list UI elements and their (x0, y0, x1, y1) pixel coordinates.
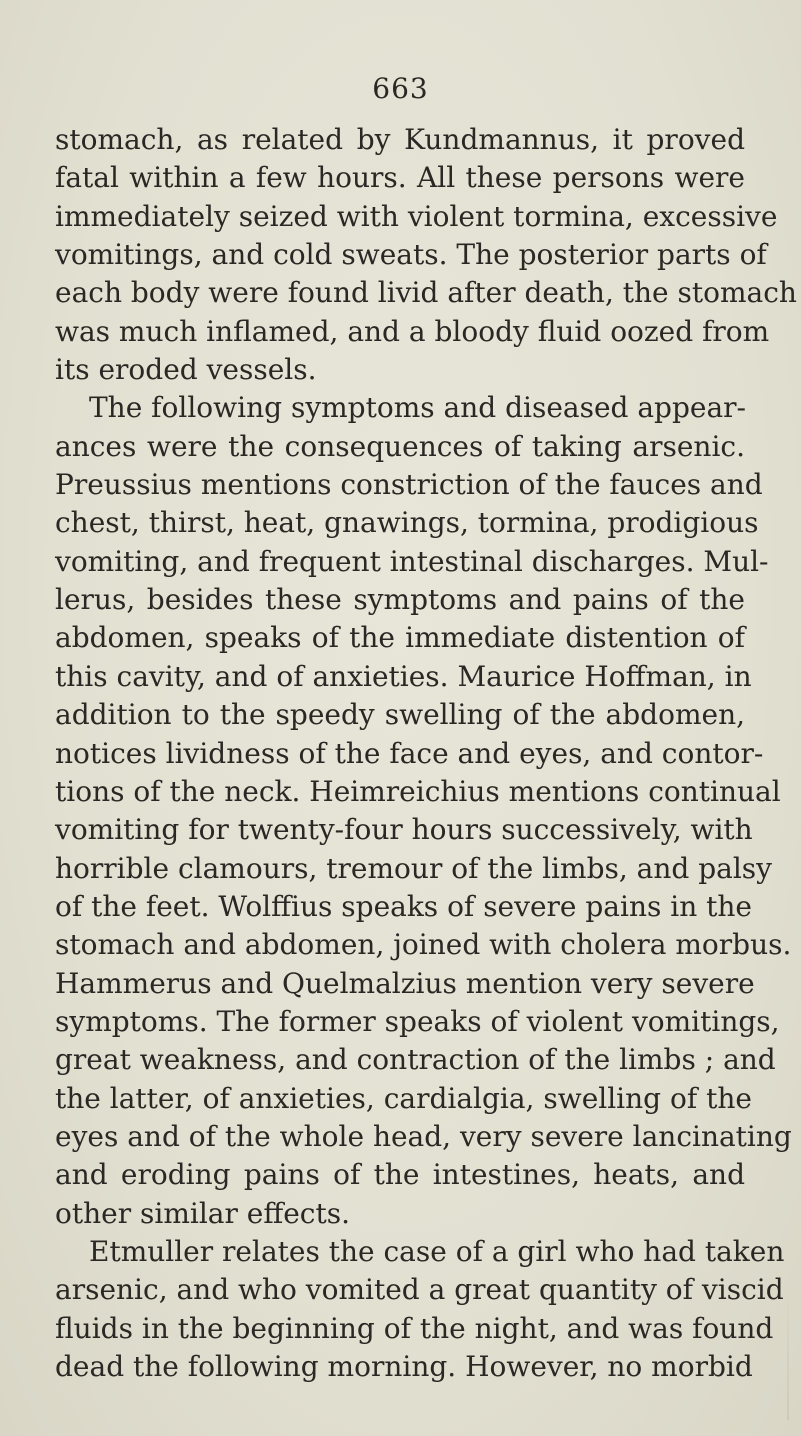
page-number: 663 (372, 72, 429, 105)
text-line: fluids in the beginning of the night, and was found (55, 1311, 774, 1345)
text-line: immediately seized with violent tormina, excessive (55, 199, 778, 233)
text-line: lerus, besides these symptoms and pains of the (55, 583, 745, 617)
text-line-paragraph-end: its eroded vessels. (55, 353, 317, 387)
text-line: tions of the neck. Heimreichius mentions continual (55, 774, 781, 808)
page-edge-shadow (787, 1300, 789, 1420)
text-line-paragraph-start: Etmuller relates the case of a girl who had taken (89, 1234, 785, 1268)
text-line: symptoms. The former speaks of violent vomitings, (55, 1004, 780, 1038)
text-line: addition to the speedy swelling of the abdomen, (55, 698, 745, 732)
text-line: vomiting for twenty-four hours successively, with (55, 813, 753, 847)
text-line: vomiting, and frequent intestinal discharges. Mul- (55, 544, 769, 578)
text-line: Hammerus and Quelmalzius mention very severe (55, 966, 755, 1000)
text-line: horrible clamours, tremour of the limbs, and palsy (55, 851, 772, 885)
text-line: fatal within a few hours. All these persons were (55, 161, 745, 195)
text-line: stomach and abdomen, joined with cholera morbus. (55, 928, 792, 962)
text-line: notices lividness of the face and eyes, and contor- (55, 736, 764, 770)
body-text (55, 121, 797, 1386)
text-line: dead the following morning. However, no morbid (55, 1350, 753, 1383)
text-line-paragraph-start: The following symptoms and diseased appear- (89, 391, 747, 425)
text-line: each body were found livid after death, the stomach (55, 276, 797, 310)
text-line: ances were the consequences of taking arsenic. (55, 429, 745, 463)
text-line: the latter, of anxieties, cardialgia, swelling of the (55, 1081, 752, 1115)
text-line: and eroding pains of the intestines, heats, and (55, 1158, 745, 1192)
text-line: eyes and of the whole head, very severe lancinating (55, 1119, 792, 1153)
text-line: stomach, as related by Kundmannus, it proved (55, 123, 745, 156)
text-line: this cavity, and of anxieties. Maurice Hoffman, in (55, 659, 752, 693)
text-line-paragraph-end: other similar effects. (55, 1196, 350, 1230)
text-line: vomitings, and cold sweats. The posterior parts of (55, 238, 767, 272)
text-line: of the feet. Wolffius speaks of severe pains in the (55, 889, 752, 923)
text-line: Preussius mentions constriction of the fauces and (55, 468, 763, 502)
text-line: was much inflamed, and a bloody fluid oozed from (55, 314, 770, 348)
text-line: chest, thirst, heat, gnawings, tormina, prodigious (55, 506, 759, 540)
text-line: abdomen, speaks of the immediate distention of (55, 621, 745, 655)
text-line: great weakness, and contraction of the limbs ; and (55, 1043, 776, 1077)
text-line: arsenic, and who vomited a great quantity of viscid (55, 1273, 784, 1307)
